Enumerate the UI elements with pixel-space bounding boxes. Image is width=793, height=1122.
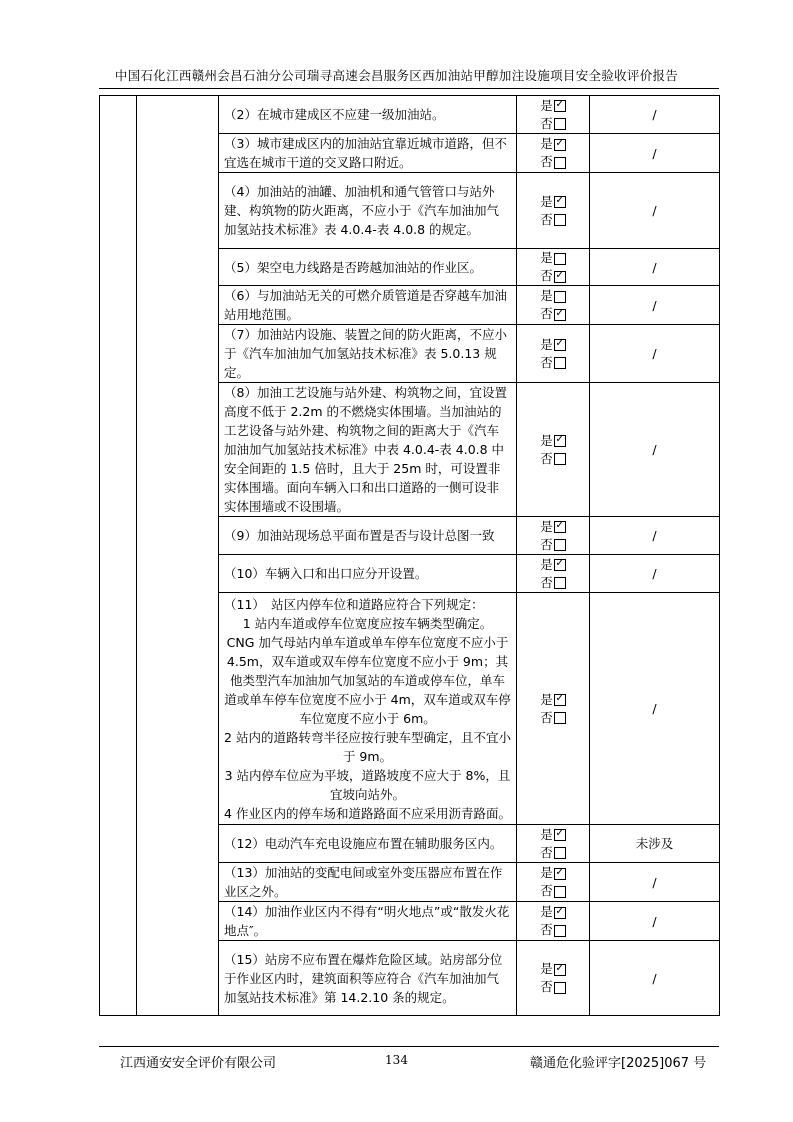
yes-option (522, 135, 584, 153)
checklist-table (99, 95, 720, 1016)
empty-box-icon (554, 291, 566, 303)
checked-box-icon (554, 907, 566, 919)
checked-box-icon (554, 100, 566, 112)
check-item-text: （14）加油作业区内不得有“明火地点”或“散发火花地点″。 (219, 902, 517, 941)
answer-cell (517, 383, 590, 517)
result-cell: / (590, 383, 720, 517)
no-option (522, 978, 584, 996)
result-cell: / (590, 863, 720, 902)
yes-option (522, 336, 584, 354)
yes-label: 是 (540, 691, 553, 707)
yes-option (522, 960, 584, 978)
yes-label: 是 (540, 961, 553, 976)
yes-label: 是 (540, 518, 553, 534)
checked-box-icon (554, 271, 566, 283)
yes-option (522, 864, 584, 882)
no-option (522, 450, 584, 468)
result-cell: / (590, 555, 720, 593)
result-cell: / (590, 941, 720, 1016)
check-item-text: （7）加油站内设施、装置之间的防火距离，不应小于《汽车加油加气加氢站技术标准》表 5.0.13 规定。 (219, 325, 517, 383)
page-header-title: 中国石化江西赣州会昌石油分公司瑞寻高速会昌服务区西加油站甲醇加注设施项目安全验收评价报告 (114, 68, 679, 83)
check-item-text (219, 593, 517, 825)
check-item-line: 2 站内的道路转弯半径应按行驶车型确定，且不宜小于 9m。 (224, 729, 511, 764)
empty-box-icon (554, 886, 566, 898)
no-label: 否 (540, 883, 553, 898)
yes-label: 是 (540, 97, 553, 113)
check-item-text: （2）在城市建成区不应建一级加油站。 (219, 96, 517, 134)
header-divider (99, 88, 719, 89)
yes-label: 是 (540, 556, 553, 572)
footer-doc-number: 赣通危化验评字[2025]067 号 (530, 1056, 707, 1071)
check-item-text: （13）加油站的变配电间或室外变压器应布置在作业区之外。 (219, 863, 517, 902)
answer-cell (517, 286, 590, 325)
empty-box-icon (554, 253, 566, 265)
check-item-line: （11） 站区内停车位和道路应符合下列规定： (224, 596, 484, 612)
yes-label: 是 (540, 288, 553, 303)
answer-cell (517, 863, 590, 902)
no-label: 否 (540, 115, 553, 131)
no-label: 否 (540, 211, 553, 227)
yes-option (522, 249, 584, 267)
no-option (522, 267, 584, 285)
no-option (522, 305, 584, 323)
no-label: 否 (540, 922, 553, 937)
answer-cell (517, 249, 590, 286)
result-cell: / (590, 173, 720, 249)
checked-box-icon (554, 829, 566, 841)
answer-cell (517, 96, 590, 134)
no-label: 否 (540, 536, 553, 552)
check-item-line: CNG 加气母站内单车道或单车停车位宽度不应小于 4.5m，双车道或双车停车位宽度不应小于 9m；其他类型汽车加油加气加氢站的车道或停车位，单车道或单车停车位宽度不应小于 4m，双车道或双车停车位宽度不应小于 6m。 (224, 634, 511, 726)
yes-option (522, 691, 584, 709)
checked-box-icon (554, 339, 566, 351)
footer-page-number: 134 (385, 1053, 408, 1067)
checked-box-icon (554, 435, 566, 447)
empty-box-icon (554, 157, 566, 169)
empty-box-icon (554, 357, 566, 369)
yes-label: 是 (540, 904, 553, 919)
check-item-text: （5）架空电力线路是否跨越加油站的作业区。 (219, 249, 517, 286)
subcategory-cell (137, 96, 219, 1016)
result-cell: / (590, 249, 720, 286)
no-option (522, 354, 584, 372)
answer-cell (517, 593, 590, 825)
answer-cell (517, 555, 590, 593)
no-option (522, 921, 584, 939)
no-option (522, 153, 584, 171)
no-option (522, 536, 584, 554)
yes-option (522, 287, 584, 305)
empty-box-icon (554, 712, 566, 724)
no-option (522, 709, 584, 727)
yes-option (522, 432, 584, 450)
answer-cell (517, 517, 590, 555)
no-label: 否 (540, 154, 553, 169)
no-option (522, 844, 584, 862)
check-item-line: 4 作业区内的停车场和道路路面不应采用沥青路面。 (224, 805, 511, 821)
answer-cell (517, 902, 590, 941)
yes-label: 是 (540, 432, 553, 448)
result-cell: / (590, 96, 720, 134)
no-label: 否 (540, 306, 553, 321)
no-label: 否 (540, 354, 553, 370)
check-item-line: 1 站内车道或停车位宽度应按车辆类型确定。 (242, 615, 493, 631)
footer-divider (99, 1046, 719, 1047)
no-label: 否 (540, 268, 553, 283)
checked-box-icon (554, 964, 566, 976)
no-option (522, 115, 584, 133)
empty-box-icon (554, 577, 566, 589)
no-label: 否 (540, 709, 553, 725)
no-option (522, 574, 584, 592)
no-label: 否 (540, 979, 553, 994)
no-label: 否 (540, 844, 553, 860)
result-cell: / (590, 517, 720, 555)
check-item-text: （6）与加油站无关的可燃介质管道是否穿越车加油站用地范围。 (219, 286, 517, 325)
answer-cell (517, 134, 590, 173)
category-cell (100, 96, 137, 1016)
no-label: 否 (540, 450, 553, 466)
result-cell: / (590, 593, 720, 825)
empty-box-icon (554, 925, 566, 937)
check-item-text: （8）加油工艺设施与站外建、构筑物之间，宜设置高度不低于 2.2m 的不燃烧实体围墙。当加油站的工艺设备与站外建、构筑物之间的距离大于《汽车加油加气加氢站技术标准》中表 4.0.4-表 4.0.8 中安全间距的 1.5 倍时，且大于 25m 时，可设置非实体围墙。面向车辆入口和出口道路的一侧可设非实体围墙或不设围墙。 (219, 383, 517, 517)
yes-option (522, 556, 584, 574)
check-item-text: （10）车辆入口和出口应分开设置。 (219, 555, 517, 593)
answer-cell (517, 941, 590, 1016)
result-cell: / (590, 325, 720, 383)
yes-label: 是 (540, 250, 553, 265)
footer-company: 江西通安安全评价有限公司 (120, 1056, 277, 1071)
checked-box-icon (554, 196, 566, 208)
result-cell: / (590, 286, 720, 325)
yes-option (522, 903, 584, 921)
check-item-text: （15）站房不应布置在爆炸危险区域。站房部分位于作业区内时，建筑面积等应符合《汽车加油加气加氢站技术标准》第 14.2.10 条的规定。 (219, 941, 517, 1016)
check-item-line: 3 站内停车位应为平坡，道路坡度不应大于 8%，且宜坡向站外。 (224, 767, 511, 802)
empty-box-icon (554, 214, 566, 226)
result-cell: / (590, 134, 720, 173)
check-item-text: （3）城市建成区内的加油站宜靠近城市道路，但不宜选在城市干道的交叉路口附近。 (219, 134, 517, 173)
checked-box-icon (554, 521, 566, 533)
no-option (522, 211, 584, 229)
empty-box-icon (554, 539, 566, 551)
answer-cell (517, 173, 590, 249)
empty-box-icon (554, 847, 566, 859)
yes-label: 是 (540, 193, 553, 209)
yes-option (522, 193, 584, 211)
check-item-text: （12）电动汽车充电设施应布置在辅助服务区内。 (219, 825, 517, 863)
table-row (100, 96, 720, 134)
yes-label: 是 (540, 826, 553, 842)
answer-cell (517, 825, 590, 863)
checked-box-icon (554, 868, 566, 880)
result-cell: / (590, 902, 720, 941)
empty-box-icon (554, 118, 566, 130)
empty-box-icon (554, 453, 566, 465)
yes-label: 是 (540, 336, 553, 352)
yes-label: 是 (540, 136, 553, 151)
checked-box-icon (554, 694, 566, 706)
check-item-text: （4）加油站的油罐、加油机和通气管管口与站外建、构筑物的防火距离，不应小于《汽车加油加气加氢站技术标准》表 4.0.4-表 4.0.8 的规定。 (219, 173, 517, 249)
checked-box-icon (554, 559, 566, 571)
result-cell: 未涉及 (590, 825, 720, 863)
yes-option (522, 518, 584, 536)
no-label: 否 (540, 574, 553, 590)
yes-option (522, 826, 584, 844)
no-option (522, 882, 584, 900)
check-item-text: （9）加油站现场总平面布置是否与设计总图一致 (219, 517, 517, 555)
yes-label: 是 (540, 865, 553, 880)
checked-box-icon (554, 309, 566, 321)
yes-option (522, 97, 584, 115)
answer-cell (517, 325, 590, 383)
empty-box-icon (554, 982, 566, 994)
checked-box-icon (554, 139, 566, 151)
